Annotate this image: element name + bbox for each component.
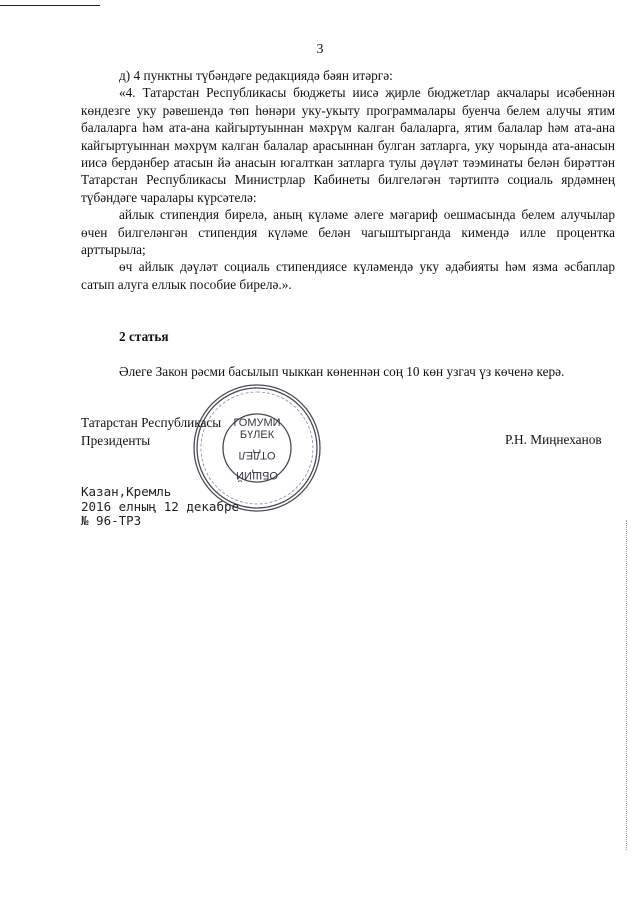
- seal-text-4: ОБЩИЙ: [236, 469, 278, 481]
- body-text: [81, 67, 615, 293]
- seal-text-3: ОТДЕЛ: [238, 449, 276, 461]
- article-heading: 2 статья: [119, 329, 169, 344]
- signature-title: [81, 414, 221, 449]
- law-number-line: № 96-ТРЗ: [81, 513, 142, 529]
- signature-title-line1: Татарстан Республикасы: [81, 415, 222, 430]
- page-number: 3: [316, 42, 324, 57]
- article-text: Әлеге Закон рәсми басылып чыккан көненнән соң 10 көн узгач үз көченә керә.: [119, 364, 565, 379]
- seal-text-1: ГОМУМИ: [233, 417, 281, 429]
- paragraph-point-4: «4. Татарстан Республикасы бюджеты иисә җирле бюджетлар акчалары исәбеннән көндезге уку рәвешендә төп һөнәри уку-укыту программалары буенча белем алучы ятим балаларга һәм ата-ана кайгыртуыннан мәхрүм калган балаларга, ятим балалар һәм ата-ана кайгыртуыннан мәхрүм калган балалар арасыннан булган затларга, уку чорында ата-анасын иисә бердәнбер атасын йә анасын югалткан затларга тулы дәүләт тәэминаты белән бирәттән Татарстан Республикасы Министрлар Кабинеты билгеләгән тәртиптә социаль ярдәмнең түбәндәге чаралары күрсәтелә:: [81, 85, 615, 205]
- signature-name: Р.Н. Миңнеханов: [505, 432, 602, 447]
- place-line: Казан,Кремль: [81, 484, 172, 499]
- seal-text-2: БҮЛЕК: [239, 429, 275, 441]
- signature-title-line2: Президенты: [81, 432, 151, 448]
- paragraph-stipend: айлык стипендия бирелә, аның күләме әлеге мәгариф оешмасында белем алучылар өчен билгеләнгән стипендия күләме белән чагыштырганда кимендә илле процентка арттырыла;: [81, 207, 615, 258]
- top-rule: [0, 5, 100, 6]
- scan-margin-marks: [626, 520, 629, 850]
- place-date-number: [81, 485, 239, 529]
- paragraph-intro: д) 4 пунктны түбәндәге редакциядә бәян итәргә:: [119, 68, 393, 83]
- date-line: 2016 елның 12 декабре: [81, 498, 240, 514]
- paragraph-allowance: өч айлык дәүләт социаль стипендиясе күләмендә уку әдәбияты һәм язма әсбаплар сатып алуга еллык пособие бирелә.».: [81, 259, 615, 292]
